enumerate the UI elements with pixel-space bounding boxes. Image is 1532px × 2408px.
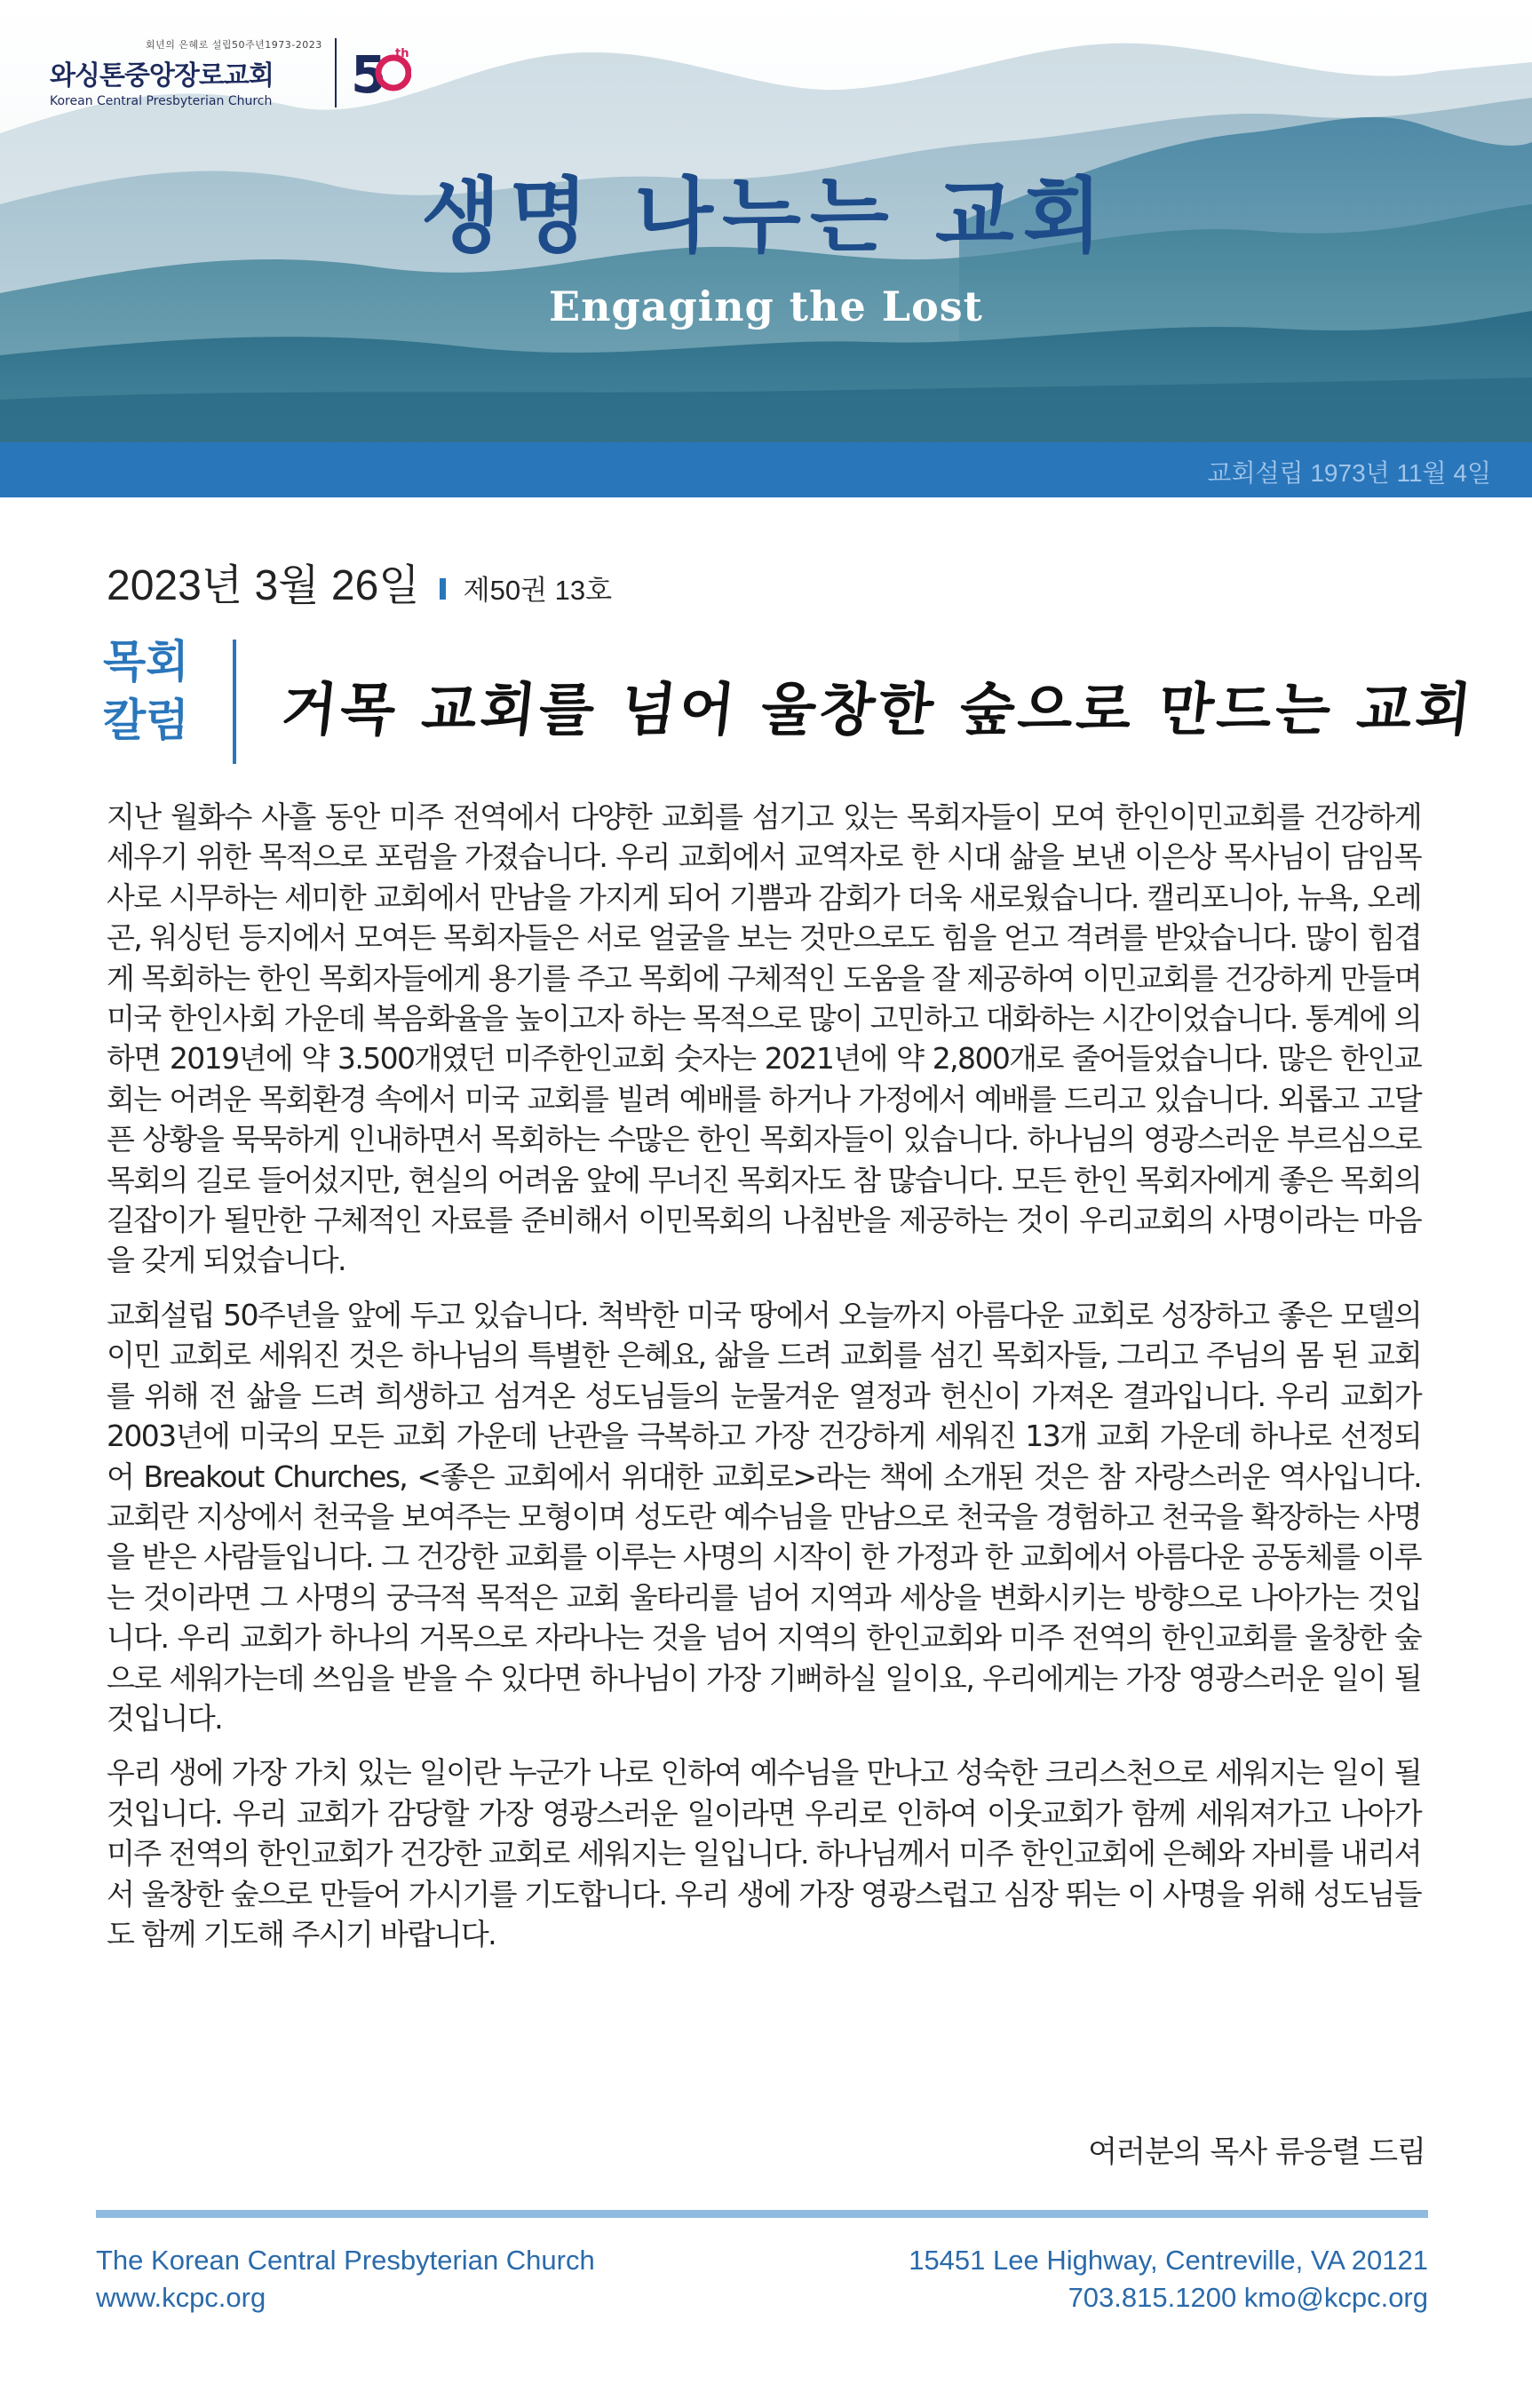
footer-address: 15451 Lee Highway, Centreville, VA 20121 xyxy=(909,2245,1428,2276)
established-date: 교회설립 1973년 11월 4일 xyxy=(1207,459,1491,487)
svg-text:5: 5 xyxy=(350,44,387,105)
banner-subtitle: Engaging the Lost xyxy=(549,282,983,330)
footer-website-link[interactable]: www.kcpc.org xyxy=(96,2282,266,2313)
logo-tagline: 회년의 은혜로 설립50주년1973-2023 xyxy=(146,39,322,51)
column-paragraph-2: 교회설립 50주년을 앞에 두고 있습니다. 척박한 미국 땅에서 오늘까지 아름다운 교회로 성장하고 좋은 모델의 이민 교회로 세워진 것은 하나님의 특별한 은혜요, 삶을 드려 교회를 섬긴 목회자들, 그리고 주님의 몸 된 교회를 위해 전 삶을 드려 희생하고 섬겨온 성도님들의 눈물겨운 열정과 헌신이 가져온 결과입니다. 우리 교회가 2003년에 미국의 모든 교회 가운데 난관을 극복하고 가장 건강하게 세워진 13개 교회 가운데 하나로 선정되어 Breakout Churches, <좋은 교회에서 위대한 교회로>라는 책에 소개된 것은 참 자랑스러운 역사입니다. 교회란 지상에서 천국을 보여주는 모형이며 성도란 예수님을 만남으로 천국을 경험하고 천국을 확장하는 사명을 받은 사람들입니다. 그 건강한 교회를 이루는 사명의 시작이 한 가정과 한 교회에서 아름다운 공동체를 이루는 것이라면 그 사명의 궁극적 목적은 교회 울타리를 넘어 지역과 세상을 변화시키는 방향으로 나아가는 것입니다. 우리 교회가 하나의 거목으로 자라나는 것을 넘어 지역의 한인교회와 미주 전역의 한인교회를 울창한 숲으로 세워가는데 쓰임을 받을 수 있다면 하나님이 가장 기뻐하실 일이요, 우리에게는 가장 영광스러운 일이 될 것입니다. xyxy=(107,1297,1421,1736)
footer-contact[interactable]: 703.815.1200 kmo@kcpc.org xyxy=(1068,2282,1428,2313)
church-logo xyxy=(50,37,411,108)
column-label-line1: 목회 xyxy=(103,636,189,687)
established-band xyxy=(0,442,1532,497)
logo-church-name-en: Korean Central Presbyterian Church xyxy=(50,94,273,108)
pastor-signature: 여러분의 목사 류응렬 드림 xyxy=(1088,2134,1425,2170)
fiftieth-anniversary-emblem xyxy=(349,37,411,108)
column-label-line2: 칼럼 xyxy=(103,695,189,746)
issue-separator xyxy=(440,578,446,600)
logo-divider xyxy=(335,38,337,107)
footer-left xyxy=(96,2242,595,2317)
footer-church-name: The Korean Central Presbyterian Church xyxy=(96,2245,595,2276)
banner-title: 생명 나누는 교회 xyxy=(421,169,1111,264)
column-label xyxy=(103,632,210,750)
issue-date: 2023년 3월 26일 xyxy=(107,562,420,609)
column-title: 거목 교회를 넘어 울창한 숲으로 만드는 교회 xyxy=(278,677,1478,743)
header-banner xyxy=(0,0,1532,442)
column-label-divider xyxy=(233,640,236,764)
footer-right xyxy=(909,2242,1428,2317)
column-body xyxy=(107,797,1421,1968)
column-paragraph-3: 우리 생에 가장 가치 있는 일이란 누군가 나로 인하여 예수님을 만나고 성숙한 크리스천으로 세워지는 일이 될 것입니다. 우리 교회가 감당할 가장 영광스러운 일이라면 우리로 인하여 이웃교회가 함께 세워져가고 나아가 미주 전역의 한인교회가 건강한 교회로 세워지는 일입니다. 하나님께서 미주 한인교회에 은혜와 자비를 내리셔서 울창한 숲으로 만들어 가시기를 기도합니다. 우리 생에 가장 영광스럽고 심장 뛰는 이 사명을 위해 성도님들도 함께 기도해 주시기 바랍니다. xyxy=(107,1755,1421,1951)
svg-text:th: th xyxy=(394,47,409,60)
issue-info xyxy=(107,551,612,612)
footer-divider xyxy=(96,2210,1428,2218)
logo-church-name-ko: 와싱톤중앙장로교회 xyxy=(50,60,274,91)
issue-volume: 제50권 13호 xyxy=(463,575,613,606)
column-paragraph-1: 지난 월화수 사흘 동안 미주 전역에서 다양한 교회를 섬기고 있는 목회자들이 모여 한인이민교회를 건강하게 세우기 위한 목적으로 포럼을 가졌습니다. 우리 교회에서 교역자로 한 시대 삶을 보낸 이은상 목사님이 담임목사로 시무하는 세미한 교회에서 만남을 가지게 되어 기쁨과 감회가 더욱 새로웠습니다. 캘리포니아, 뉴욕, 오레곤, 워싱턴 등지에서 모여든 목회자들은 서로 얼굴을 보는 것만으로도 힘을 얻고 격려를 받았습니다. 많이 힘겹게 목회하는 한인 목회자들에게 용기를 주고 목회에 구체적인 도움을 잘 제공하여 이민교회를 건강하게 만들며 미국 한인사회 가운데 복음화율을 높이고자 하는 목적으로 많이 고민하고 대화하는 시간이었습니다. 통계에 의하면 2019년에 약 3.500개였던 미주한인교회 숫자는 2021년에 약 2,800개로 줄어들었습니다. 많은 한인교회는 어려운 목회환경 속에서 미국 교회를 빌려 예배를 하거나 가정에서 예배를 드리고 있습니다. 외롭고 고달픈 상황을 묵묵하게 인내하면서 목회하는 수많은 한인 목회자들이 있습니다. 하나님의 영광스러운 부르심으로 목회의 길로 들어섰지만, 현실의 어려움 앞에 무너진 목회자도 참 많습니다. 모든 한인 목회자에게 좋은 목회의 길잡이가 될만한 구체적인 자료를 준비해서 이민목회의 나침반을 제공하는 것이 우리교회의 사명이라는 마음을 갖게 되었습니다. xyxy=(107,799,1421,1278)
